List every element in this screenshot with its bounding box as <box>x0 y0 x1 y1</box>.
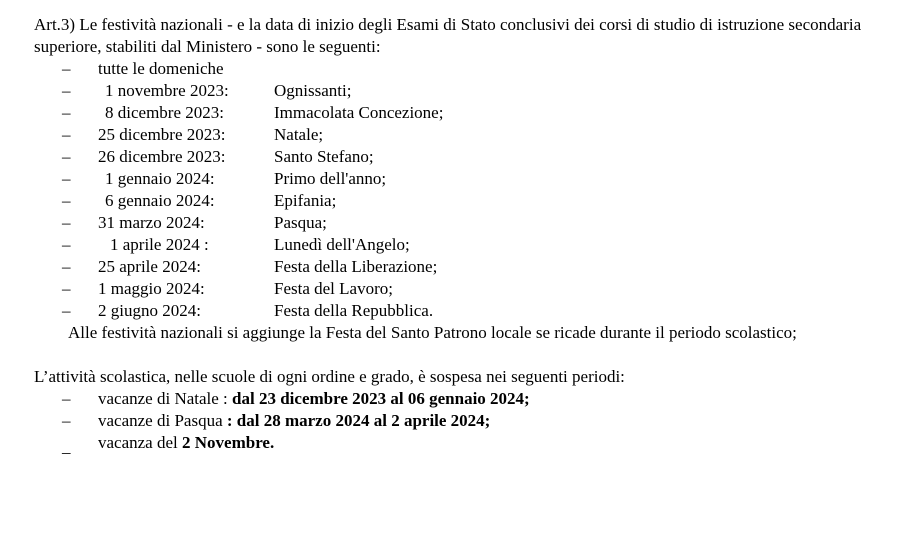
holiday-name: Lunedì dell'Angelo; <box>274 235 410 254</box>
holiday-list <box>34 58 874 322</box>
suspension-intro: L’attività scolastica, nelle scuole di ogni ordine e grado, è sospesa nei seguenti periodi: <box>34 367 625 386</box>
holiday-date: 2 giugno 2024: <box>98 301 201 320</box>
vacation-label: vacanze di Pasqua <box>98 411 227 430</box>
holiday-date: 1 novembre 2023: <box>105 81 229 100</box>
list-item <box>34 300 874 322</box>
list-item <box>34 388 874 410</box>
holiday-date: 1 maggio 2024: <box>98 279 205 298</box>
list-item <box>34 146 874 168</box>
bullet-dash: – <box>62 235 71 254</box>
list-item <box>34 212 874 234</box>
vacation-text <box>98 388 530 410</box>
list-item <box>34 256 874 278</box>
bullet-dash: – <box>62 59 71 78</box>
list-item <box>34 124 874 146</box>
holiday-date: 31 marzo 2024: <box>98 213 205 232</box>
holiday-name: Epifania; <box>274 191 337 210</box>
bullet-dash: – <box>62 411 71 430</box>
holiday-date: 1 aprile 2024 : <box>110 235 209 254</box>
holiday-name: Festa della Repubblica. <box>274 301 434 320</box>
list-item <box>34 190 874 212</box>
holiday-date: 25 dicembre 2023: <box>98 125 226 144</box>
bullet-dash: – <box>62 125 71 144</box>
list-item <box>34 80 874 102</box>
bullet-dash: – <box>62 103 71 122</box>
vacation-period: : dal 28 marzo 2024 al 2 aprile 2024; <box>226 411 491 430</box>
sundays-text: tutte le domeniche <box>98 59 224 78</box>
holiday-name: Festa del Lavoro; <box>274 279 393 298</box>
holiday-name: Primo dell'anno; <box>274 169 387 188</box>
list-item <box>34 278 874 300</box>
bullet-dash: – <box>62 213 71 232</box>
holiday-date: 25 aprile 2024: <box>98 257 201 276</box>
list-item <box>34 102 874 124</box>
bullet-dash: – <box>62 257 71 276</box>
list-item <box>34 410 874 432</box>
vacation-period: dal 23 dicembre 2023 al 06 gennaio 2024; <box>232 389 530 408</box>
list-item <box>34 168 874 190</box>
paragraph-spacer <box>34 344 874 366</box>
holiday-name: Pasqua; <box>274 213 327 232</box>
vacation-label: vacanze di Natale : <box>98 389 233 408</box>
holiday-name: Immacolata Concezione; <box>274 103 444 122</box>
bullet-dash: – <box>62 301 71 320</box>
holiday-name: Ognissanti; <box>274 81 352 100</box>
holiday-date: 1 gennaio 2024: <box>105 169 215 188</box>
vacation-text <box>98 410 490 432</box>
bullet-dash: – <box>62 147 71 166</box>
article-intro: Art.3) Le festività nazionali - e la data di inizio degli Esami di Stato conclusivi dei corsi di studio di istruzione secondaria superiore, stabiliti dal Ministero - sono le seguenti: <box>34 15 862 56</box>
vacation-text <box>98 432 274 454</box>
list-item <box>34 234 874 256</box>
bullet-underscore: _ <box>62 437 71 456</box>
holiday-name: Santo Stefano; <box>274 147 374 166</box>
holiday-name: Festa della Liberazione; <box>274 257 438 276</box>
holiday-date: 8 dicembre 2023: <box>105 103 224 122</box>
bullet-dash: – <box>62 191 71 210</box>
vacation-period: 2 Novembre. <box>182 433 275 452</box>
holiday-name: Natale; <box>274 125 324 144</box>
list-item <box>34 58 874 80</box>
patron-note: Alle festività nazionali si aggiunge la Festa del Santo Patrono locale se ricade durante il periodo scolastico; <box>68 323 797 342</box>
document-body <box>34 14 874 454</box>
list-item <box>34 432 874 454</box>
vacation-list <box>34 388 874 454</box>
bullet-dash: – <box>62 169 71 188</box>
vacation-label: vacanza del <box>98 433 182 452</box>
holiday-date: 6 gennaio 2024: <box>105 191 215 210</box>
holiday-date: 26 dicembre 2023: <box>98 147 226 166</box>
bullet-dash: – <box>62 279 71 298</box>
bullet-dash: – <box>62 81 71 100</box>
bullet-dash: – <box>62 389 71 408</box>
